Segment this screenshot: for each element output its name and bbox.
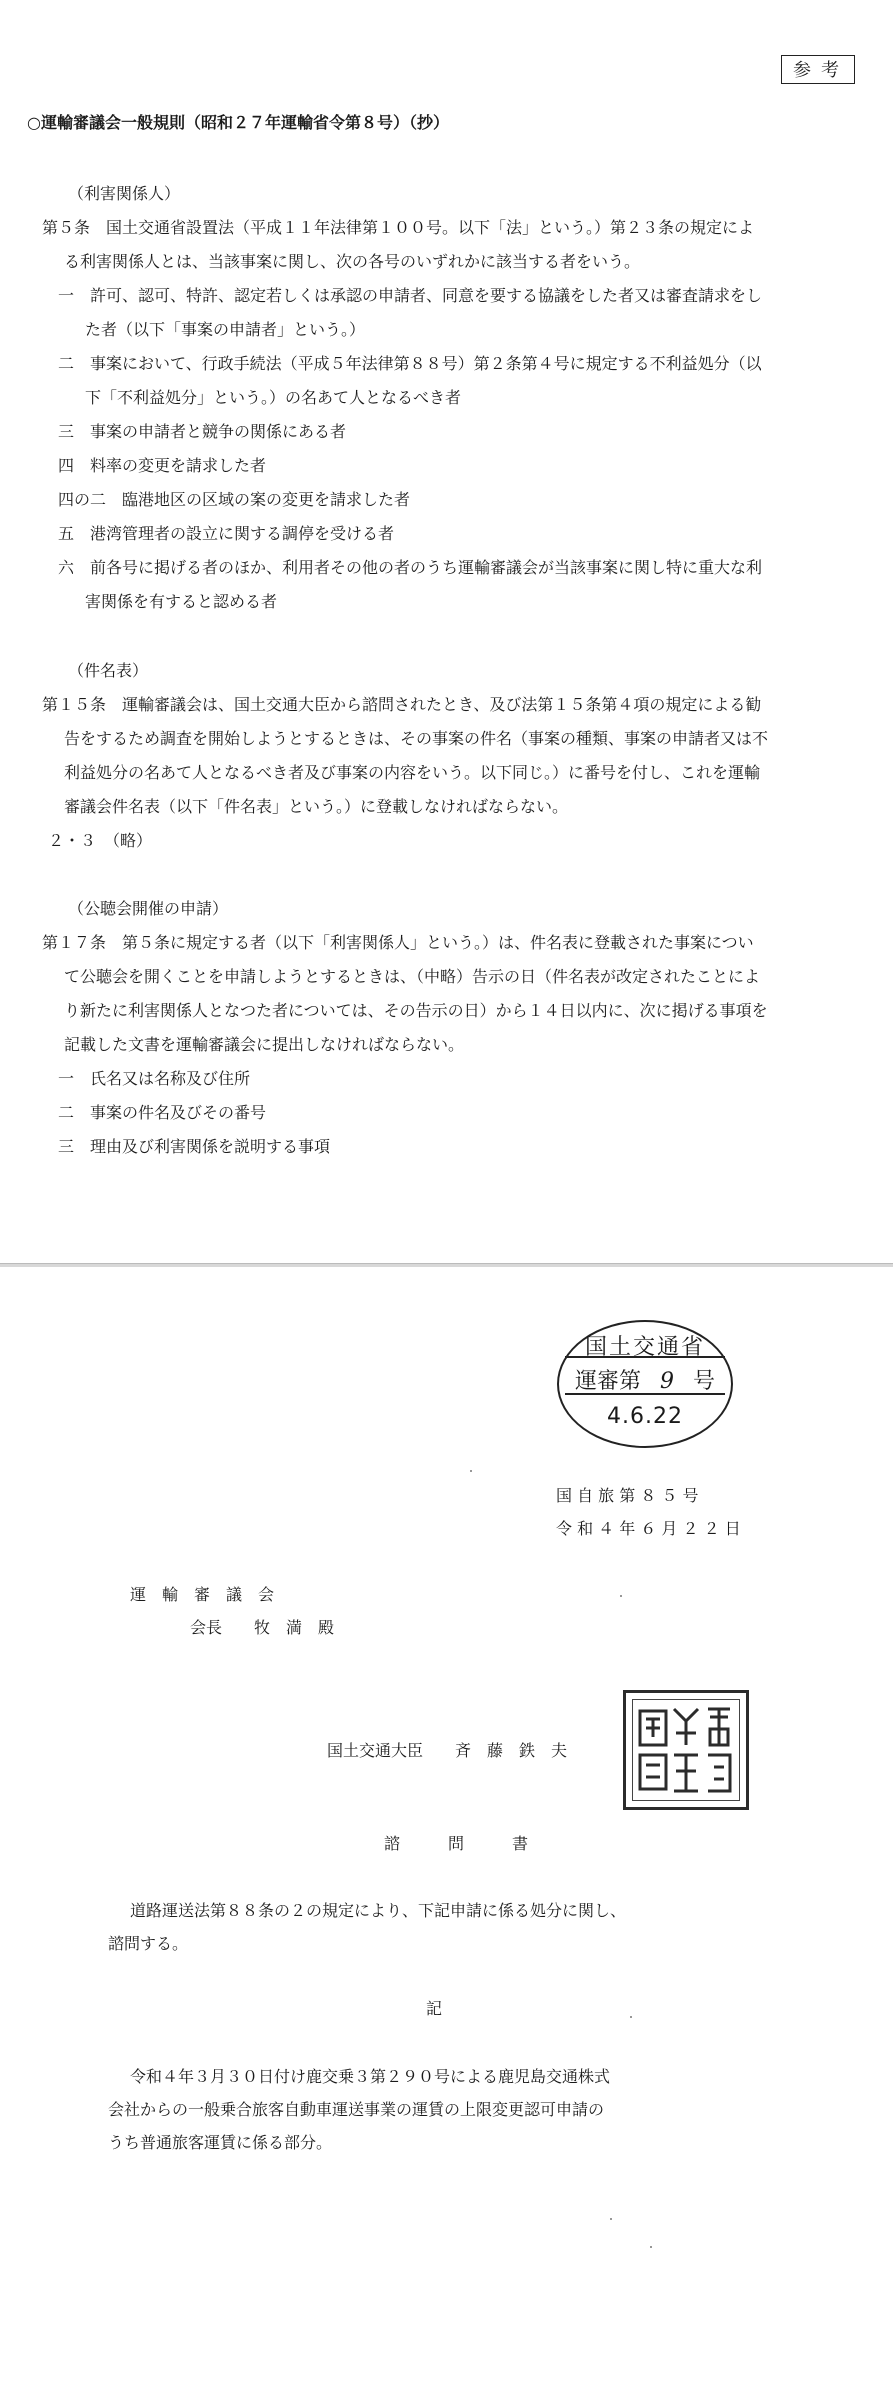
sender: 国土交通大臣 斉 藤 鉄 夫 [327,1741,568,1760]
article-item-continuation: た者（以下「事案の申請者」という。） [85,320,366,339]
article-line: る利害関係人とは、当該事案に関し、次の各号のいずれかに該当する者をいう。 [64,252,641,271]
receipt-stamp-number: 9 [660,1369,674,1394]
inquiry-body-line: 諮問する。 [108,1934,189,1953]
article-item: 一 許可、認可、特許、認定若しくは承認の申請者、同意を要する協議をした者又は審査請求をし [58,286,763,305]
article-line: 第５条 国土交通省設置法（平成１１年法律第１００号。以下「法」という。）第２３条の規定によ [42,218,755,237]
article-item: 二 事案において、行政手続法（平成５年法律第８８号）第２条第４号に規定する不利益処分（以 [58,354,762,373]
document-date: 令 和 ４ 年 ６ 月 ２ ２ 日 [556,1519,741,1538]
addressee-person: 会長 牧 満 殿 [190,1618,335,1637]
scan-speck [610,2218,612,2220]
article-line: て公聴会を開くことを申請しようとするときは、（中略）告示の日（件名表が改定されたことによ [64,967,761,986]
section-heading-public-hearing: （公聴会開催の申請） [68,899,229,918]
scan-speck [650,2246,652,2248]
ki-heading: 記 [426,1999,443,2018]
scan-speck [620,1595,622,1597]
article-item: 二 事案の件名及びその番号 [58,1103,267,1122]
article-item: 一 氏名又は名称及び住所 [58,1069,251,1088]
article-line: 告をするため調査を開始しようとするときは、その事案の件名（事案の種類、事案の申請者又は不 [64,729,769,748]
receipt-stamp-number-suffix: 号 [693,1369,716,1394]
section-heading-case-list: （件名表） [68,661,149,680]
article-item-continuation: 害関係を有すると認める者 [85,592,278,611]
official-seal [623,1690,749,1810]
inquiry-detail-line: 令和４年３月３０日付け鹿交乗３第２９０号による鹿児島交通株式 [130,2067,611,2086]
article-item: 三 事案の申請者と競争の関係にある者 [58,422,347,441]
article-line: 利益処分の名あて人となるべき者及び事案の内容をいう。以下同じ。）に番号を付し、これを運輸 [64,763,761,782]
article-item: 四 料率の変更を請求した者 [58,456,267,475]
document-title: 諮 問 書 [384,1834,529,1853]
receipt-stamp-number-label: 運審第 [574,1369,641,1394]
article-item: 五 港湾管理者の設立に関する調停を受ける者 [58,524,395,543]
inquiry-detail-line: 会社からの一般乗合旅客自動車運送事業の運賃の上限変更認可申請の [108,2100,605,2119]
article-line: 第１７条 第５条に規定する者（以下「利害関係人」という。）は、件名表に登載された事案につい [42,933,754,952]
document-number: 国 自 旅 第 ８ ５ 号 [556,1486,699,1505]
page-divider [0,1263,893,1267]
inquiry-detail-line: うち普通旅客運賃に係る部分。 [108,2133,333,2152]
receipt-stamp [557,1320,733,1448]
article-line: 第１５条 運輸審議会は、国土交通大臣から諮問されたとき、及び法第１５条第４項の規定による勧 [42,695,762,714]
article-line: り新たに利害関係人となつた者については、その告示の日）から１４日以内に、次に掲げる事項を [64,1001,768,1020]
article-line-omitted: ２・３ （略） [48,831,153,850]
inquiry-body-line: 道路運送法第８８条の２の規定により、下記申請に係る処分に関し、 [130,1901,627,1920]
receipt-stamp-rule [565,1393,725,1395]
reference-label-box: 参考 [781,55,855,84]
article-line: 記載した文書を運輸審議会に提出しなければならない。 [64,1035,465,1054]
section-heading-interested-parties: （利害関係人） [68,184,181,203]
official-seal-glyphs [626,1693,746,1807]
scan-speck [630,2016,632,2018]
receipt-stamp-number-line [559,1364,731,1395]
rule-title: ○運輸審議会一般規則（昭和２７年運輸省令第８号）（抄） [27,113,449,132]
article-item: 三 理由及び利害関係を説明する事項 [58,1137,331,1156]
article-item: 四の二 臨港地区の区域の案の変更を請求した者 [58,490,411,509]
article-item: 六 前各号に掲げる者のほか、利用者その他の者のうち運輸審議会が当該事案に関し特に重大な利 [58,558,763,577]
article-line: 審議会件名表（以下「件名表」という。）に登載しなければならない。 [64,797,569,816]
addressee-organization: 運 輸 審 議 会 [130,1585,275,1604]
receipt-stamp-ministry: 国土交通省 [584,1335,705,1360]
receipt-stamp-rule [565,1356,725,1358]
scan-speck [470,1470,472,1472]
article-item-continuation: 下「不利益処分」という。）の名あて人となるべき者 [85,388,462,407]
receipt-stamp-date: 4.6.22 [607,1404,683,1429]
